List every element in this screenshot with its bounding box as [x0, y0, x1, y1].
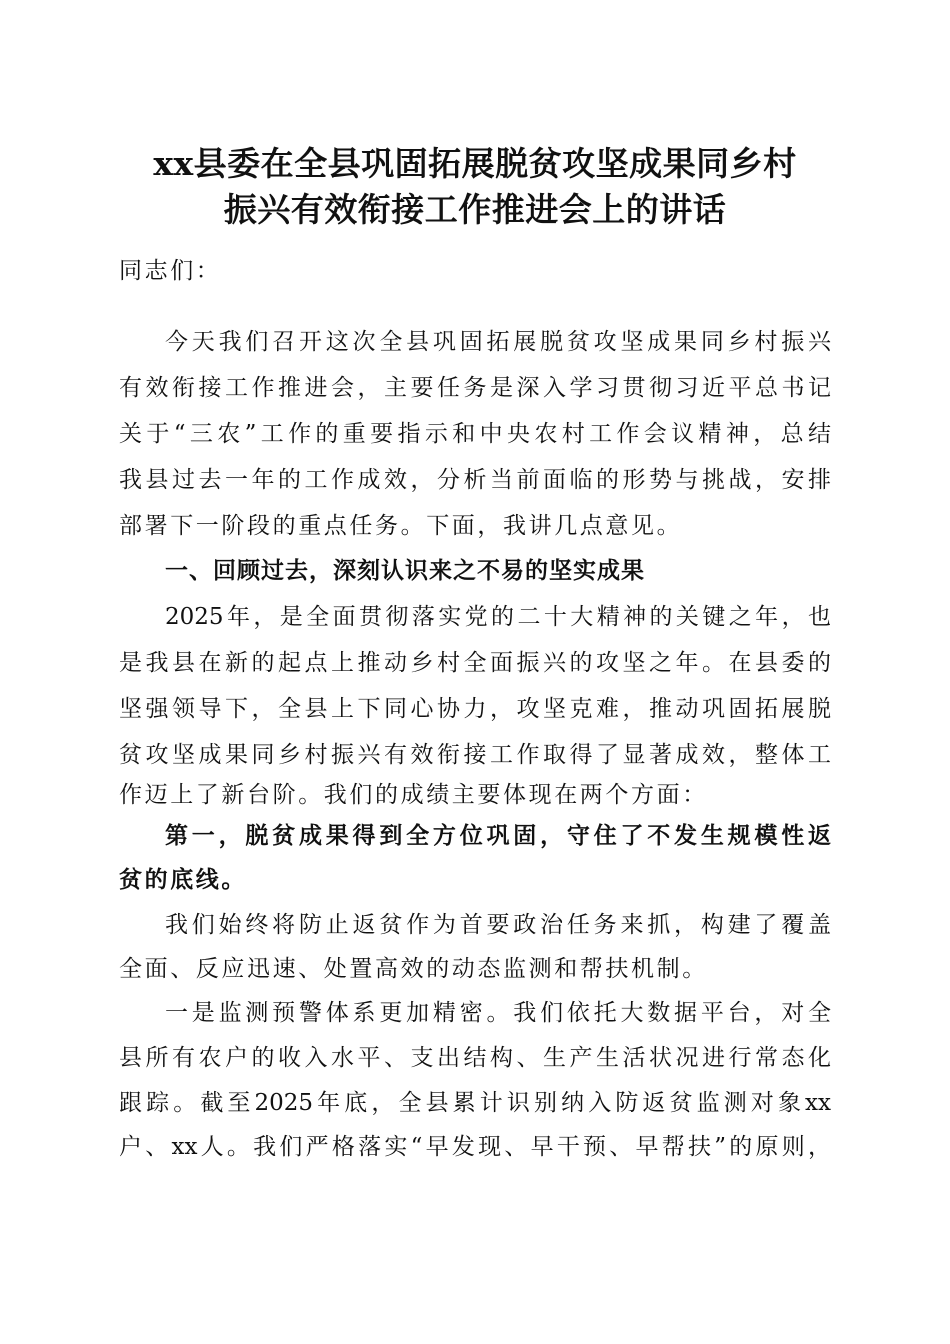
paragraph-line: 跟踪。截至2025年底，全县累计识别纳入防返贫监测对象xx [119, 1090, 831, 1116]
paragraph-line: 县所有农户的收入水平、支出结构、生产生活状况进行常态化 [119, 1045, 831, 1071]
subsection-heading: 贫的底线。 [119, 866, 247, 893]
paragraph-line: 是我县在新的起点上推动乡村全面振兴的攻坚之年。在县委的 [119, 650, 831, 676]
paragraph-line: 有效衔接工作推进会，主要任务是深入学习贯彻习近平总书记 [119, 375, 831, 401]
salutation: 同志们： [119, 258, 222, 284]
document-title-line-1: xx县委在全县巩固拓展脱贫攻坚成果同乡村 [153, 144, 797, 183]
paragraph-line: 全面、反应迅速、处置高效的动态监测和帮扶机制。 [119, 956, 708, 982]
paragraph-line: 我县过去一年的工作成效，分析当前面临的形势与挑战，安排 [119, 467, 831, 493]
paragraph-line: 2025年，是全面贯彻落实党的二十大精神的关键之年，也 [165, 604, 831, 630]
paragraph-line: 户、xx人。我们严格落实“早发现、早干预、早帮扶”的原则， [119, 1134, 831, 1160]
paragraph-line: 贫攻坚成果同乡村振兴有效衔接工作取得了显著成效，整体工 [119, 742, 831, 768]
paragraph-line: 部署下一阶段的重点任务。下面，我讲几点意见。 [119, 513, 683, 539]
section-heading: 一、回顾过去，深刻认识来之不易的坚实成果 [165, 558, 645, 584]
document-title-line-2: 振兴有效衔接工作推进会上的讲话 [223, 190, 727, 229]
paragraph-line: 关于“三农”工作的重要指示和中央农村工作会议精神，总结 [119, 421, 831, 447]
subsection-heading: 第一，脱贫成果得到全方位巩固，守住了不发生规模性返 [165, 822, 831, 849]
paragraph-line: 我们始终将防止返贫作为首要政治任务来抓，构建了覆盖 [165, 912, 831, 938]
paragraph-line: 今天我们召开这次全县巩固拓展脱贫攻坚成果同乡村振兴 [165, 329, 831, 355]
paragraph-line: 作迈上了新台阶。我们的成绩主要体现在两个方面： [119, 782, 708, 808]
paragraph-line: 坚强领导下，全县上下同心协力，攻坚克难，推动巩固拓展脱 [119, 696, 831, 722]
paragraph-line: 一是监测预警体系更加精密。我们依托大数据平台，对全 [165, 1000, 831, 1026]
